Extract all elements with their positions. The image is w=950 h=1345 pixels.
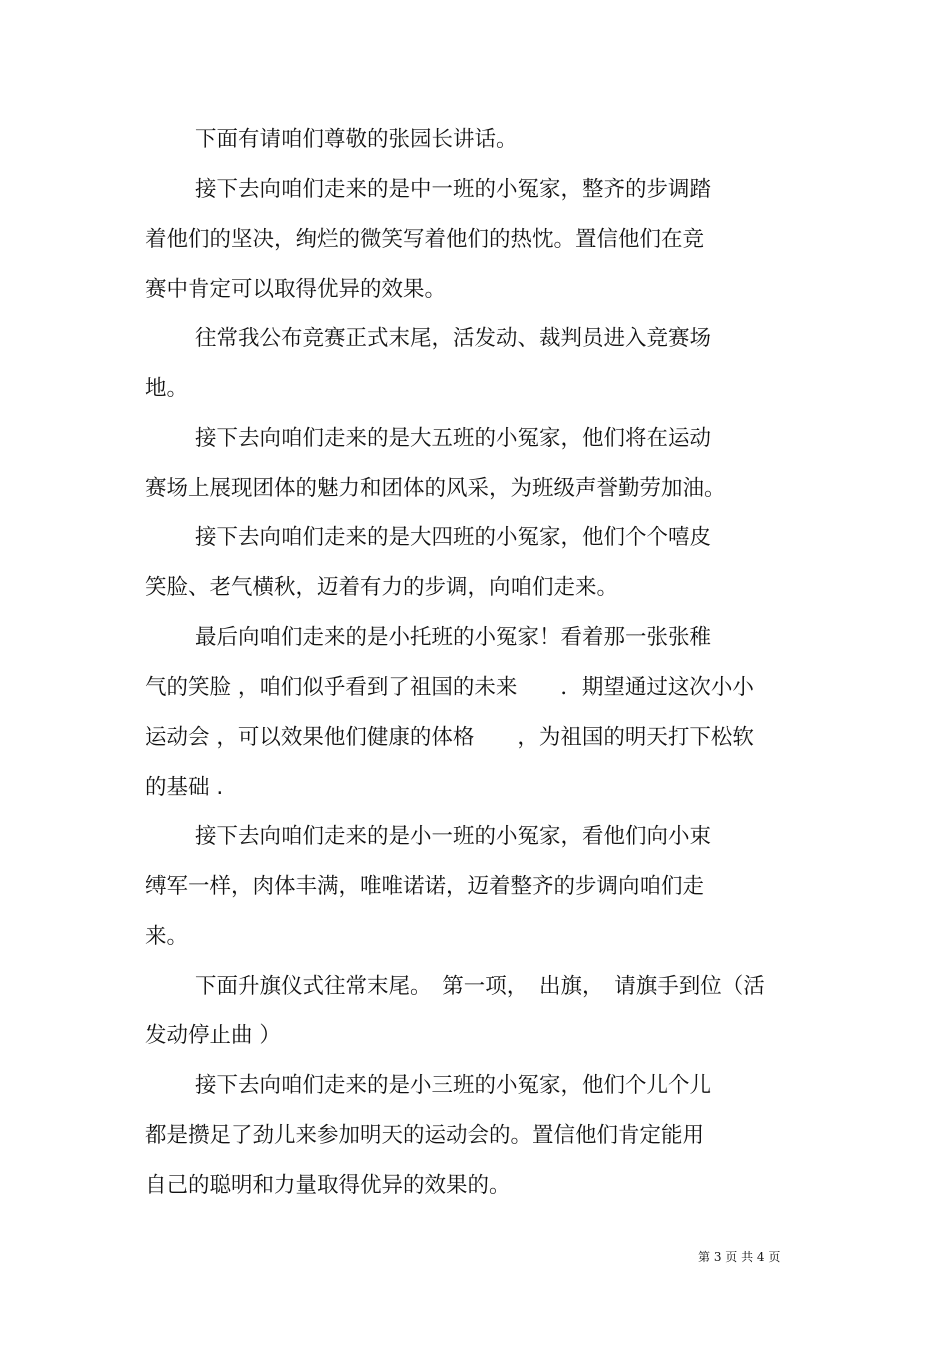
text-line: 接下去向咱们走来的是小三班的小冤家，他们个儿个儿: [195, 1073, 712, 1098]
text-line: 发动停止曲 ）: [145, 1023, 281, 1048]
text-line: 接下去向咱们走来的是大五班的小冤家，他们将在运动: [195, 426, 712, 451]
text-line: 都是攒足了劲儿来参加明天的运动会的。置信他们肯定能用: [145, 1123, 705, 1148]
text-line: 下面升旗仪式往常末尾。 第一项， 出旗， 请旗手到位（活: [195, 974, 765, 999]
text-line: 赛中肯定可以取得优异的效果。: [145, 277, 447, 302]
text-line: 接下去向咱们走来的是小一班的小冤家，看他们向小束: [195, 824, 712, 849]
text-line: 笑脸、老气横秋，迈着有力的步调，向咱们走来。: [145, 575, 619, 600]
text-line: 接下去向咱们走来的是大四班的小冤家，他们个个嘻皮: [195, 525, 712, 550]
text-line: 的基础 .: [145, 775, 224, 800]
text-line: 着他们的坚决，绚烂的微笑写着他们的热忱。置信他们在竞: [145, 227, 705, 252]
text-line: 来。: [145, 924, 189, 949]
text-line: 往常我公布竞赛正式末尾，活发动、裁判员进入竞赛场: [195, 326, 712, 351]
text-line: 运动会 ，可以效果他们健康的体格 ，为祖国的明天打下松软: [145, 725, 754, 750]
text-line: 缚军一样，肉体丰满，唯唯诺诺，迈着整齐的步调向咱们走: [145, 874, 705, 899]
text-line: 自己的聪明和力量取得优异的效果的。: [145, 1173, 511, 1198]
text-line: 下面有请咱们尊敬的张园长讲话。: [195, 127, 518, 152]
text-line: 地。: [145, 376, 189, 401]
text-line: 最后向咱们走来的是小托班的小冤家！看着那一张张稚: [195, 625, 712, 650]
text-line: 接下去向咱们走来的是中一班的小冤家，整齐的步调踏: [195, 177, 712, 202]
text-line: 赛场上展现团体的魅力和团体的风采，为班级声誉勤劳加油。: [145, 476, 726, 501]
text-line: 气的笑脸 ，咱们似乎看到了祖国的未来 ．期望通过这次小小: [145, 675, 754, 700]
page-number-footer: 第 3 页 共 4 页: [698, 1250, 781, 1264]
